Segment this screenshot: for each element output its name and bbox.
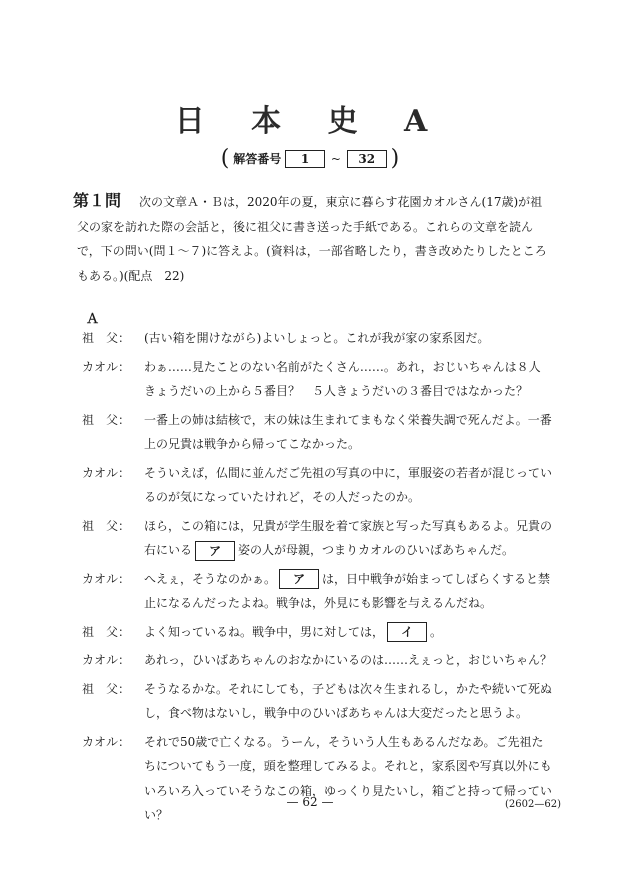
page-number: — 62 — (286, 795, 334, 809)
answer-range-label: 解答番号 (233, 152, 282, 166)
utterance-text: 一番上の姉は結核で，末の妹は生まれてまもなく栄養失調で死んだよ。一番上の兄貴は戦争から帰ってこなかった。 (144, 412, 552, 451)
utterance (144, 355, 552, 404)
speaker-label: 祖 父： (82, 518, 131, 533)
dialogue-turn (82, 514, 552, 563)
utterance-text: へえぇ，そうなのかぁ。 (144, 571, 277, 586)
utterance-text: 。 (430, 624, 443, 639)
dialogue-turn (82, 677, 552, 726)
utterance (144, 567, 552, 616)
utterance-text: 姿の人が母親，つまりカオルのひいばあちゃんだ。 (238, 543, 515, 557)
utterance (144, 620, 552, 645)
utterance (144, 677, 552, 726)
dialogue-turn (82, 648, 552, 673)
answer-range-from: 1 (285, 150, 325, 168)
speaker-label: 祖 父： (82, 412, 131, 427)
utterance-text: あれっ，ひいばあちゃんのおなかにいるのは……えぇっと，おじいちゃん？ (144, 653, 553, 667)
utterance-text: よく知っているね。戦争中，男に対しては， (144, 624, 385, 639)
answer-blank-box: ア (279, 569, 319, 589)
utterance-text: ほら，この箱には，兄貴が学生服を着て家族と写った写真もあるよ。兄貴の右にいる (144, 518, 553, 557)
question-instructions: 次の文章Ａ・Ｂは，2020年の夏，東京に暮らす花園カオルさん(17歳)が祖父の家を訪れた際の会話と，後に祖父に書き送った手紙である。これらの文章を読んで，下の問い(問１〜７)に答えよ。(資料は，一部省略したり，書き改めたりしたところもある。)(配点 22) (77, 195, 547, 283)
speaker-label: カオル： (82, 359, 131, 374)
utterance-text: は，日中戦争が始まってしばらくすると禁止になるんだったよね。戦争は，外見にも影響を与えるんだね。 (144, 571, 551, 610)
speaker-label: 祖 父： (82, 681, 131, 696)
dialogue-turn (82, 461, 552, 510)
utterance (144, 514, 552, 563)
answer-number-range: ( 解答番号 1 ~ 32 ) (220, 146, 400, 171)
utterance-text: そういえば，仏間に並んだご先祖の写真の中に，軍服姿の若者が混じっているのが気になっていたけれど，その人だったのか。 (144, 465, 553, 504)
page-code: (2602—62) (505, 799, 561, 810)
speaker-label: カオル： (82, 734, 131, 749)
utterance-text: わぁ……見たことのない名前がたくさん……。あれ，おじいちゃんは８人きょうだいの上から５番目？ ５人きょうだいの３番目ではなかった？ (144, 359, 541, 398)
speaker-label: カオル： (82, 571, 131, 586)
utterance-text: (古い箱を開けながら)よいしょっと。これが我が家の家系図だ。 (144, 331, 490, 345)
dialogue-turn (82, 730, 552, 828)
answer-blank-box: ア (195, 541, 235, 561)
utterance (144, 408, 552, 457)
utterance-text: そうなるかな。それにしても，子どもは次々生まれるし，かたや続いて死ぬし，食べ物はないし，戦争中のひいばあちゃんは大変だったと思うよ。 (144, 681, 553, 720)
utterance (144, 648, 552, 673)
dialogue-turn (82, 408, 552, 457)
utterance-text: それで50歳で亡くなる。うーん，そういう人生もあるんだなあ。ご先祖たちについてもう一度，頭を整理してみるよ。それと，家系図や写真以外にもいろいろ入っていそうなこの箱，ゆっくり見たいし，箱ごと持って帰っていい？ (144, 734, 552, 822)
speaker-label: 祖 父： (82, 624, 131, 639)
speaker-label: 祖 父： (82, 331, 131, 345)
answer-blank-box: イ (387, 622, 427, 642)
dialogue (82, 326, 552, 832)
section-label: Ａ (86, 312, 100, 327)
speaker-label: カオル： (82, 653, 131, 667)
utterance (144, 730, 552, 828)
dialogue-turn (82, 620, 552, 645)
question-block (73, 190, 552, 288)
dialogue-turn (82, 567, 552, 616)
dialogue-turn (82, 326, 552, 351)
utterance (144, 326, 552, 351)
answer-range-to: 32 (347, 150, 387, 168)
dialogue-turn (82, 355, 552, 404)
utterance (144, 461, 552, 510)
speaker-label: カオル： (82, 465, 131, 480)
page-title: 日 本 史 A (174, 104, 446, 139)
question-number: 第１問 (73, 191, 122, 210)
